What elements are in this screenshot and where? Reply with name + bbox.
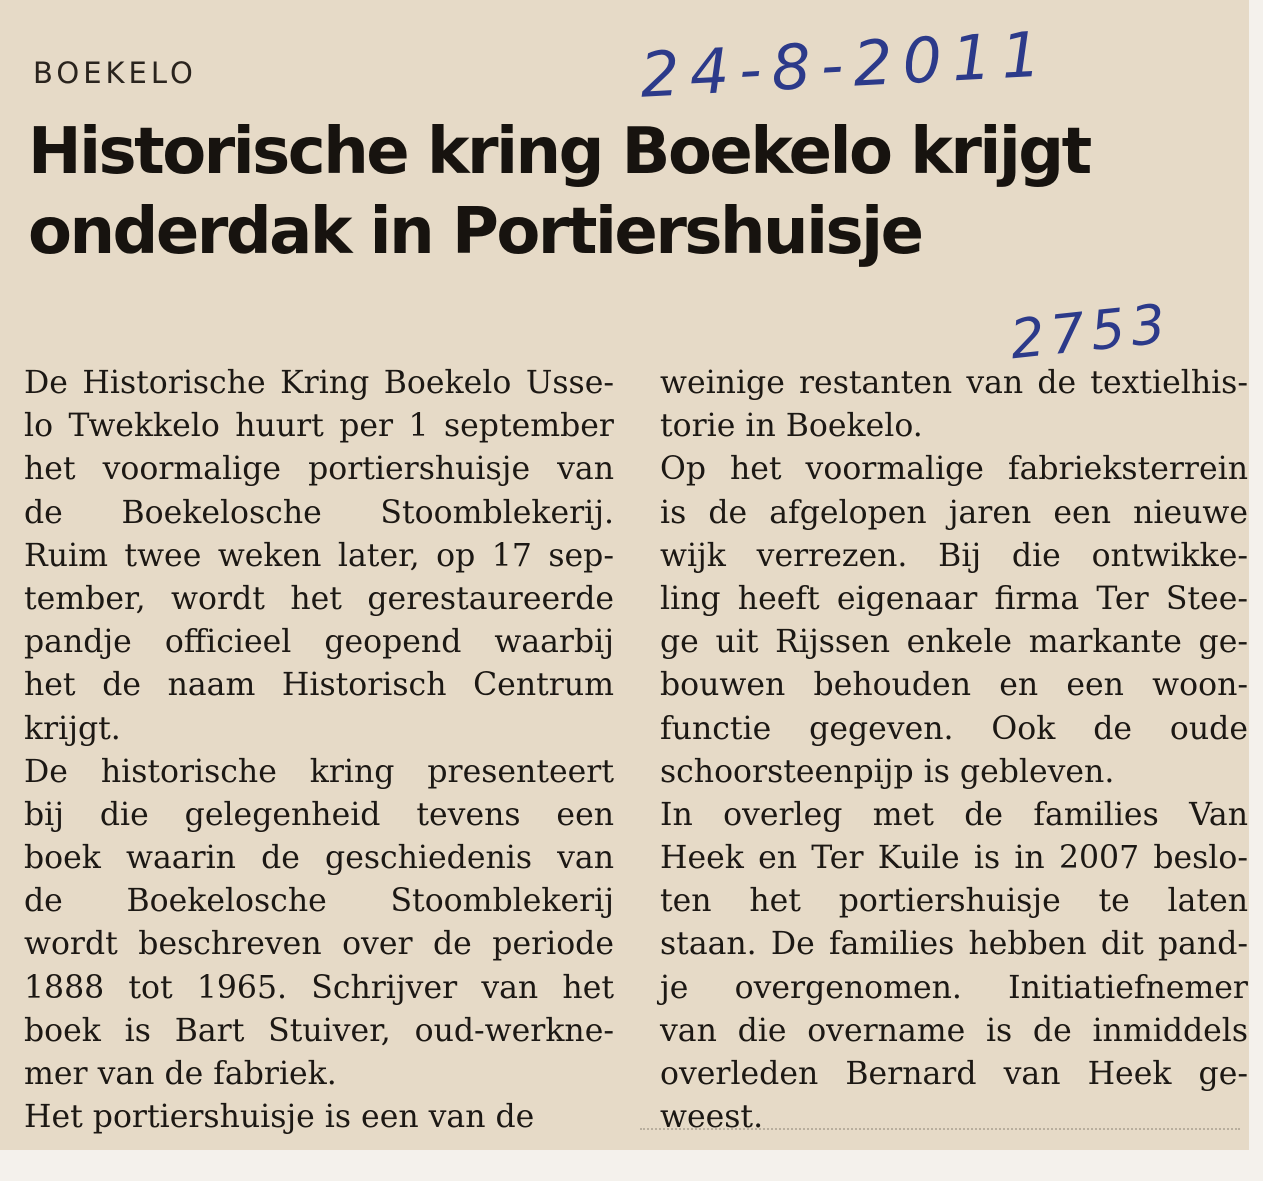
article-line: het voormalige portiershuisje van (24, 451, 614, 488)
headline-line: onderdak in Portiershuisje (28, 195, 922, 269)
article-line: het de naam Historisch Centrum (24, 667, 614, 704)
headline-line: Historische kring Boekelo krijgt (28, 115, 1090, 189)
article-column-left (24, 362, 614, 1139)
handwritten-date: 24-8-2011 (638, 17, 1053, 112)
article-line: bij die gelegenheid tevens een (24, 796, 614, 833)
article-line: Ruim twee weken later, op 17 sep- (24, 537, 614, 574)
article-line: krijgt. (24, 710, 121, 747)
article-column-right (660, 362, 1248, 1139)
article-line: wordt beschreven over de periode (24, 926, 614, 963)
article-line: boek is Bart Stuiver, oud-werkne- (24, 1012, 614, 1049)
article-line: De historische kring presenteert (24, 753, 614, 790)
article-line: Het portiershuisje is een van de (24, 1099, 535, 1136)
article-line: boek waarin de geschiedenis van (24, 840, 614, 877)
article-line: staan. De families hebben dit pand- (660, 926, 1248, 963)
article-line: ten het portiershuisje te laten (660, 883, 1248, 920)
article-line: weinige restanten van de textielhis- (660, 365, 1248, 401)
article-line: je overgenomen. Initiatiefnemer (660, 969, 1248, 1006)
article-line: functie gegeven. Ook de oude (660, 710, 1248, 747)
article-headline (28, 112, 1253, 272)
article-line: weest. (660, 1099, 764, 1136)
article-line: Op het voormalige fabrieksterrein (660, 451, 1248, 488)
article-line: De Historische Kring Boekelo Usse- (24, 365, 614, 401)
handwritten-archive-number: 2753 (1007, 291, 1175, 372)
article-line: ge uit Rijssen enkele markante ge- (660, 624, 1248, 661)
article-line: de Boekelosche Stoomblekerij. (24, 494, 614, 531)
article-line: In overleg met de families Van (660, 796, 1248, 833)
article-line: 1888 tot 1965. Schrijver van het (24, 969, 614, 1006)
article-line: de Boekelosche Stoomblekerij (24, 883, 614, 920)
article-line: pandje officieel geopend waarbij (24, 624, 614, 661)
article-line: overleden Bernard van Heek ge- (660, 1056, 1248, 1092)
article-line: Heek en Ter Kuile is in 2007 beslo- (660, 840, 1248, 877)
article-line: lo Twekkelo huurt per 1 september (24, 408, 614, 445)
article-line: tember, wordt het gerestaureerde (24, 580, 614, 617)
scan-edge-bottom (0, 1150, 1263, 1181)
article-line: van die overname is de inmiddels (660, 1012, 1248, 1049)
section-kicker: BOEKELO (33, 56, 197, 90)
article-line: wijk verrezen. Bij die ontwikke- (660, 537, 1248, 574)
article-line: schoorsteenpijp is gebleven. (660, 753, 1115, 790)
article-line: torie in Boekelo. (660, 408, 923, 445)
article-line: ling heeft eigenaar firma Ter Stee- (660, 580, 1248, 617)
article-line: bouwen behouden en een woon- (660, 667, 1248, 704)
article-line: mer van de fabriek. (24, 1056, 337, 1092)
article-line: is de afgelopen jaren een nieuwe (660, 494, 1248, 531)
